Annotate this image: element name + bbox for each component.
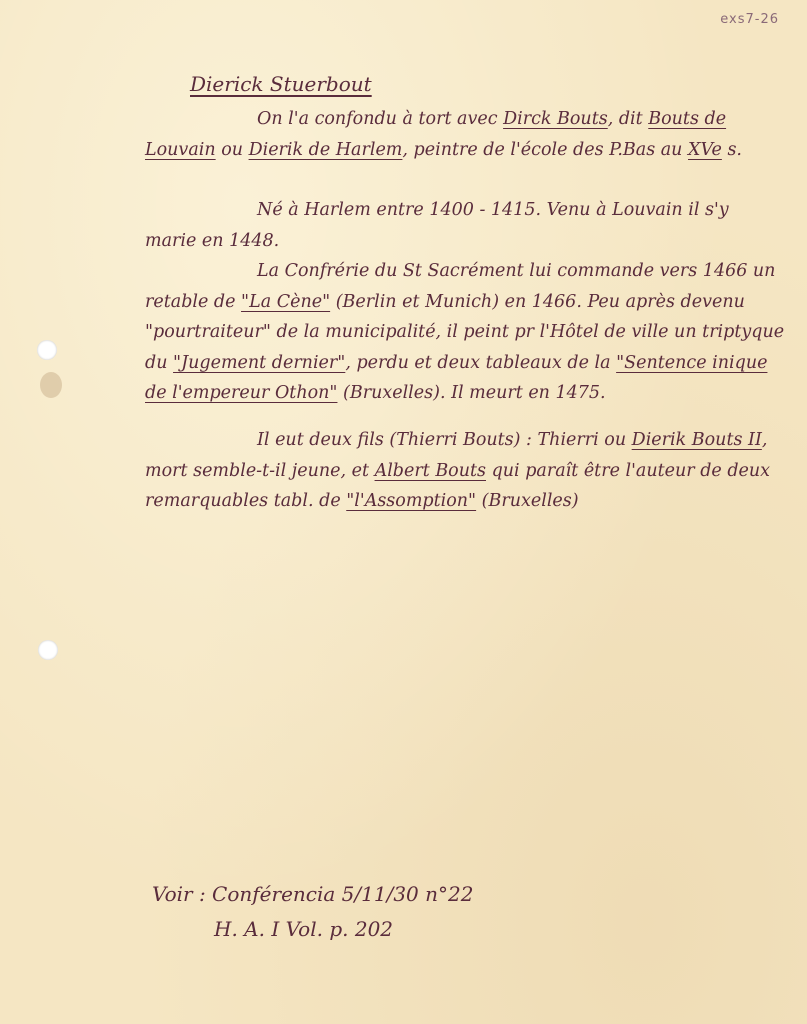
paragraph-4 <box>145 425 785 517</box>
underlined-text: Dirck Bouts <box>503 109 608 129</box>
text-run: qui paraît être l'auteur de deux remarquables tabl. de <box>145 460 771 511</box>
text-run: s. <box>721 139 742 160</box>
text-run: On l'a confondu à tort avec <box>257 109 504 129</box>
text-run: , peintre de l'école des P.Bas au <box>402 139 689 160</box>
document-title: Dierick Stuerbout <box>190 72 372 96</box>
punch-hole-top <box>37 340 57 360</box>
text-run: , perdu et deux tableaux de la <box>345 352 617 373</box>
text-run: (Berlin et Munich) en 1466. Peu après devenu "pourtraiteur" de la municipalité, il peint pr l'Hôtel de ville un triptyque du <box>145 291 785 373</box>
text-run: Il eut deux fils (Thierri Bouts) : Thierri ou <box>257 430 632 450</box>
underlined-text: "l'Assomption" <box>346 491 477 511</box>
text-run: Né à Harlem entre 1400 - 1415. Venu à Louvain il s'y marie en 1448. <box>145 200 729 251</box>
paragraph-3 <box>145 256 785 409</box>
footer-reference-line-1: Voir : Conférencia 5/11/30 n°22 <box>152 882 474 906</box>
underlined-text: Bouts de Louvain <box>145 109 727 160</box>
underlined-text: XVe <box>688 139 722 160</box>
text-run: , dit <box>607 109 649 129</box>
underlined-text: "Jugement dernier" <box>173 352 346 373</box>
underlined-text: "La Cène" <box>241 291 331 312</box>
underlined-text: Dierik de Harlem <box>248 139 403 160</box>
text-run: (Bruxelles) <box>476 491 579 511</box>
paragraph-1 <box>145 104 785 165</box>
text-run: , mort semble-t-il jeune, et <box>145 430 768 481</box>
text-run: La Confrérie du St Sacrément lui commande vers 1466 un retable de <box>145 261 776 312</box>
reference-number: exs7-26 <box>720 12 779 27</box>
underlined-text: Dierik Bouts II <box>631 430 762 450</box>
punch-hole-bottom <box>38 640 58 660</box>
underlined-text: Albert Bouts <box>374 460 486 481</box>
footer-reference-line-2: H. A. I Vol. p. 202 <box>214 917 394 941</box>
underlined-text: "Sentence inique de l'empereur Othon" <box>145 352 768 403</box>
paragraph-2 <box>145 195 785 256</box>
paper-stain <box>40 372 62 398</box>
text-run: ou <box>215 139 249 160</box>
text-run: (Bruxelles). Il meurt en 1475. <box>337 383 606 403</box>
